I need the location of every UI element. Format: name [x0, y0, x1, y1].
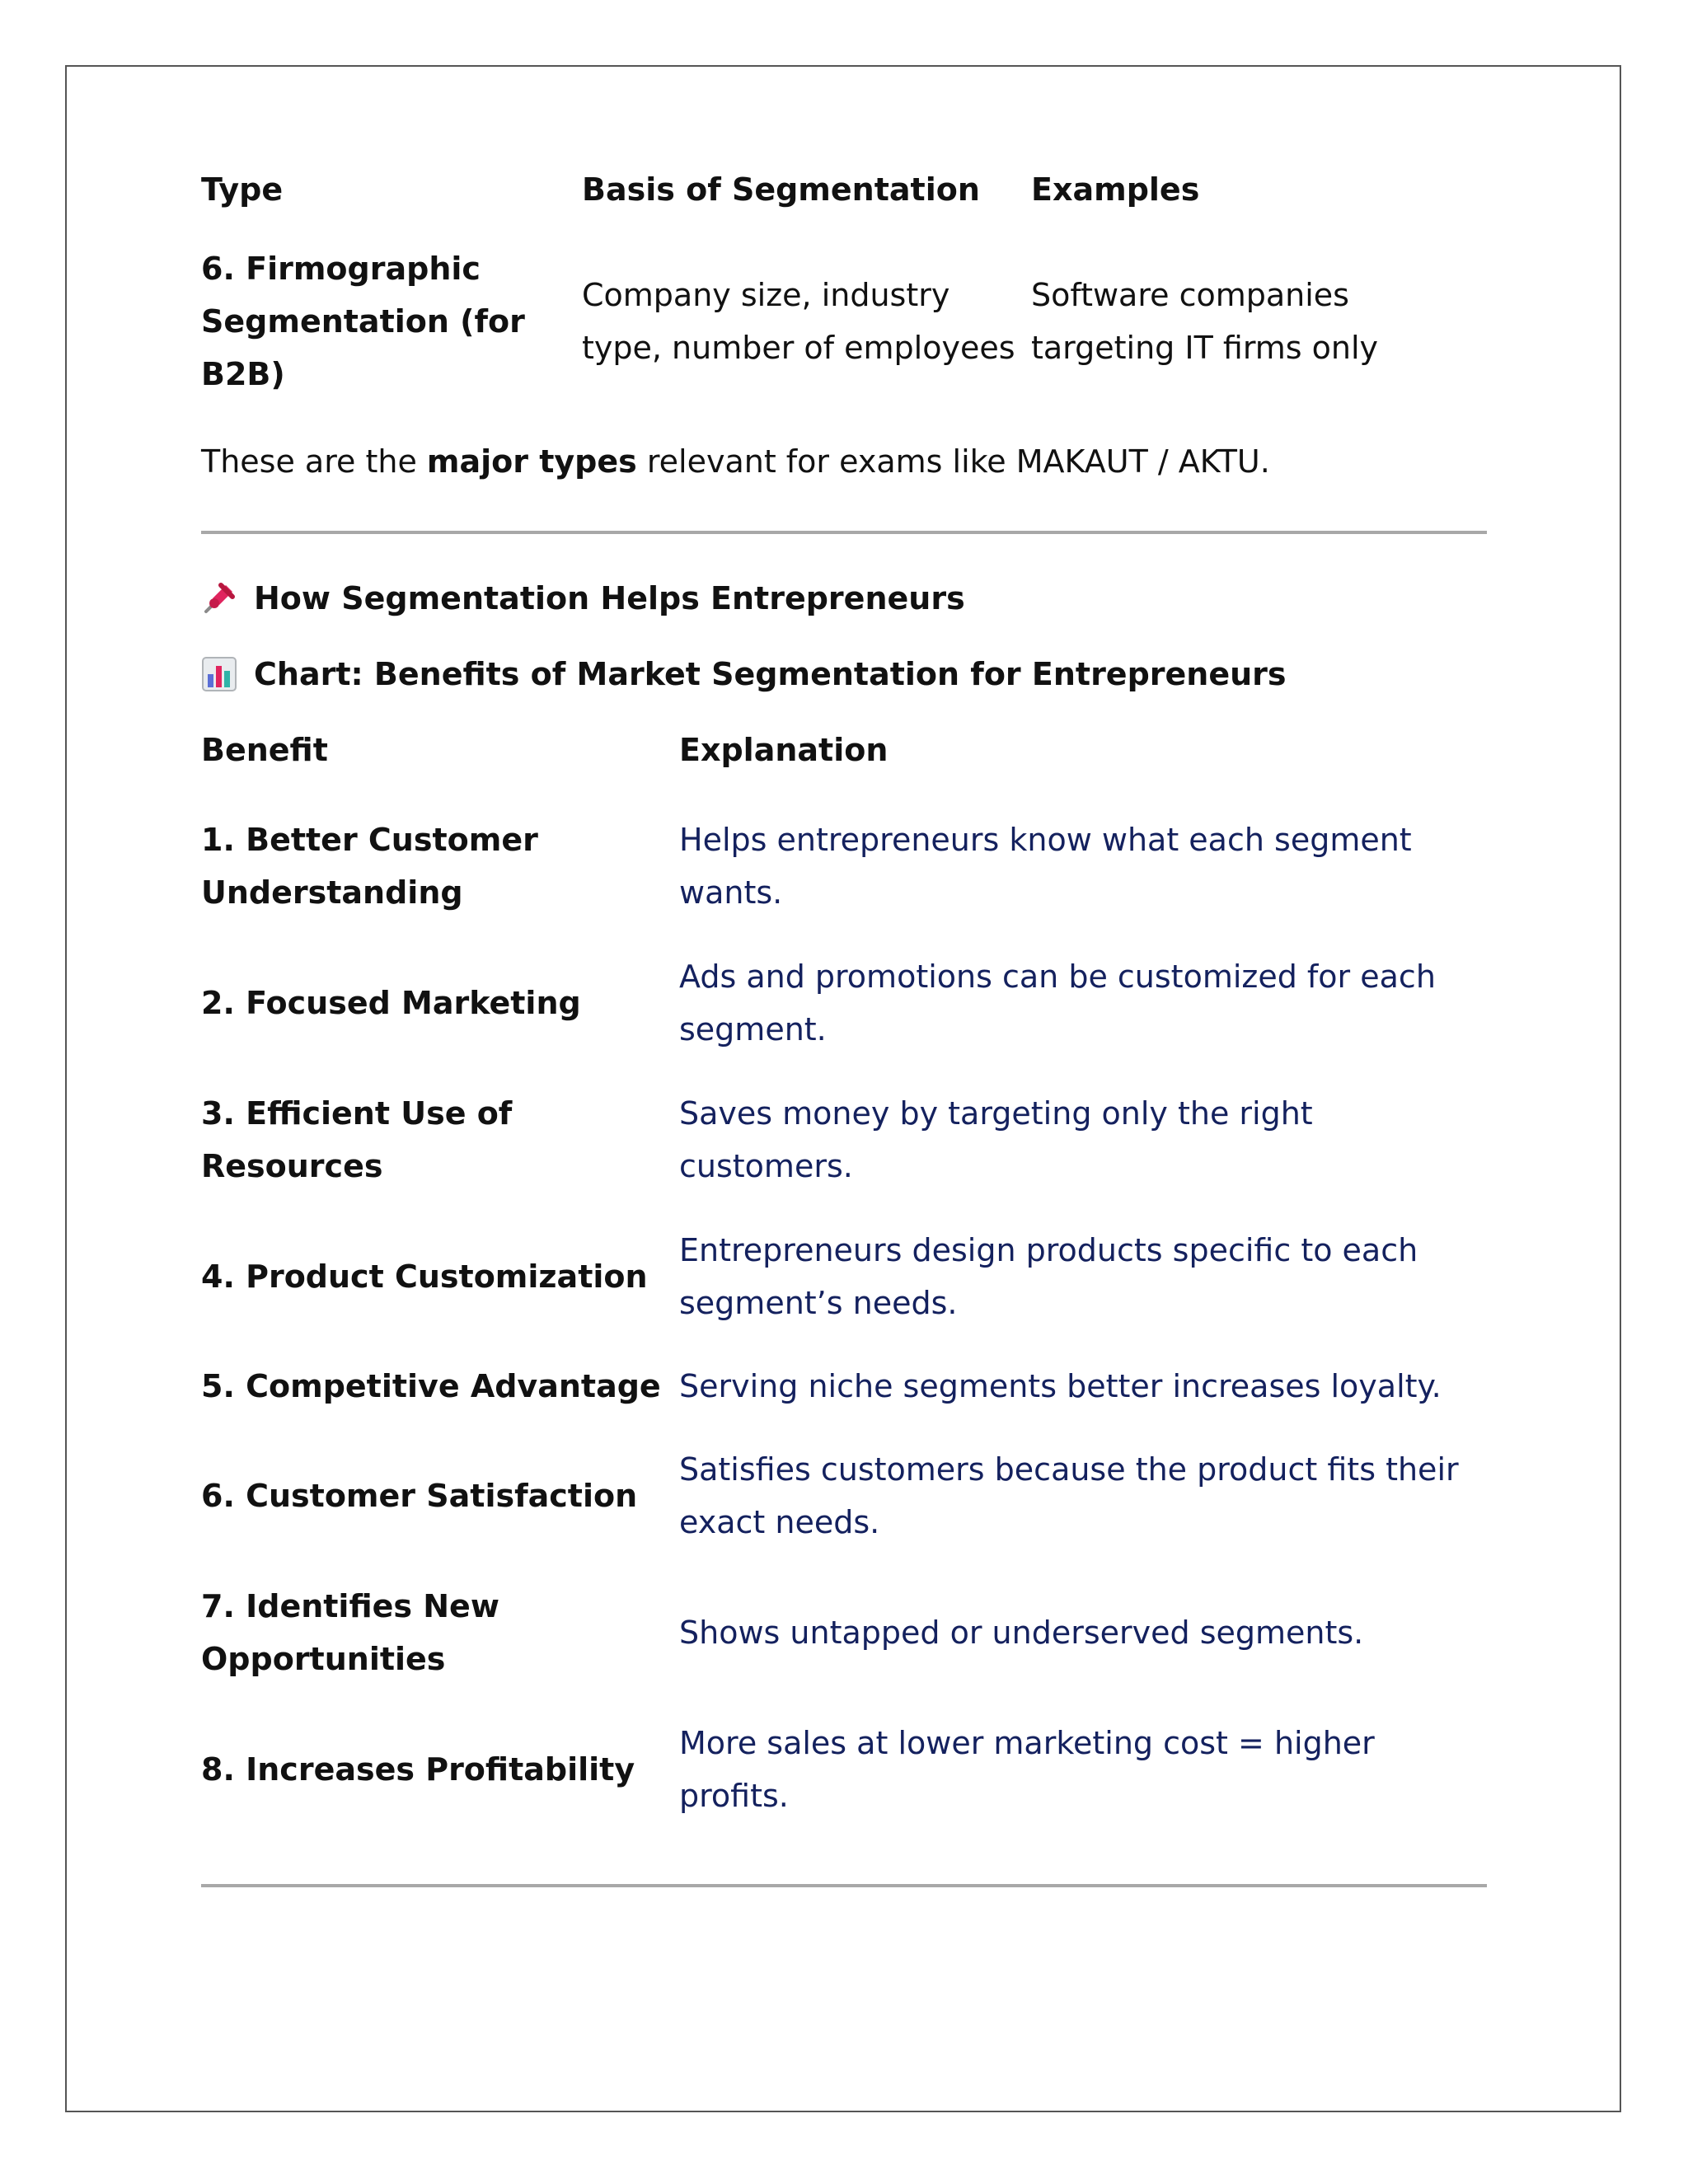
table-header-row — [201, 165, 1487, 231]
exam-note — [201, 437, 1487, 486]
chart-heading — [201, 649, 1487, 699]
benefit-explanation: Ads and promotions can be customized for each segment. — [679, 958, 1436, 1047]
horizontal-divider — [201, 531, 1487, 534]
benefit-explanation: More sales at lower marketing cost = higher profits. — [679, 1725, 1375, 1814]
segmentation-type: 6. Firmographic Segmentation (for B2B) — [201, 251, 525, 392]
segmentation-types-table — [201, 165, 1487, 401]
table-row — [201, 1071, 1487, 1208]
segmentation-basis: Company size, industry type, number of employees — [582, 277, 1015, 366]
bar-chart-icon — [201, 656, 237, 692]
table-row — [201, 798, 1487, 935]
pushpin-icon — [201, 580, 237, 616]
benefit-explanation: Serving niche segments better increases loyalty. — [679, 1368, 1442, 1404]
benefit-name: 7. Identifies New Opportunities — [201, 1588, 499, 1677]
column-header-explanation: Explanation — [679, 732, 889, 768]
table-row — [201, 231, 1487, 401]
benefit-explanation: Entrepreneurs design products specific to each segment’s needs. — [679, 1232, 1418, 1321]
column-header-examples: Examples — [1031, 171, 1200, 208]
document-content — [201, 165, 1487, 1887]
benefit-explanation: Helps entrepreneurs know what each segment wants. — [679, 822, 1412, 911]
table-row — [201, 1564, 1487, 1701]
segmentation-examples: Software companies targeting IT firms only — [1031, 277, 1379, 366]
benefit-explanation: Satisfies customers because the product fits their exact needs. — [679, 1451, 1459, 1540]
benefit-name: 3. Efficient Use of Resources — [201, 1095, 513, 1184]
section-heading — [201, 574, 1487, 623]
table-row — [201, 1208, 1487, 1345]
chart-heading-text: Chart: Benefits of Market Segmentation for Entrepreneurs — [254, 656, 1287, 692]
benefit-explanation: Shows untapped or underserved segments. — [679, 1615, 1364, 1651]
note-suffix: relevant for exams like MAKAUT / AKTU. — [636, 443, 1270, 480]
note-bold: major types — [426, 443, 637, 480]
column-header-benefit: Benefit — [201, 732, 328, 768]
benefit-explanation: Saves money by targeting only the right customers. — [679, 1095, 1313, 1184]
table-row — [201, 1701, 1487, 1838]
benefit-name: 6. Customer Satisfaction — [201, 1478, 638, 1514]
column-header-basis: Basis of Segmentation — [582, 171, 980, 208]
benefits-table — [201, 724, 1487, 1838]
benefit-name: 2. Focused Marketing — [201, 985, 581, 1021]
table-header-row — [201, 724, 1487, 798]
column-header-type: Type — [201, 171, 284, 208]
table-row — [201, 935, 1487, 1071]
table-row — [201, 1345, 1487, 1427]
benefit-name: 1. Better Customer Understanding — [201, 822, 538, 911]
horizontal-divider — [201, 1884, 1487, 1887]
benefit-name: 5. Competitive Advantage — [201, 1368, 661, 1404]
section-heading-text: How Segmentation Helps Entrepreneurs — [254, 580, 965, 616]
benefit-name: 8. Increases Profitability — [201, 1751, 635, 1788]
note-prefix: These are the — [201, 443, 427, 480]
table-row — [201, 1427, 1487, 1564]
benefit-name: 4. Product Customization — [201, 1258, 648, 1295]
